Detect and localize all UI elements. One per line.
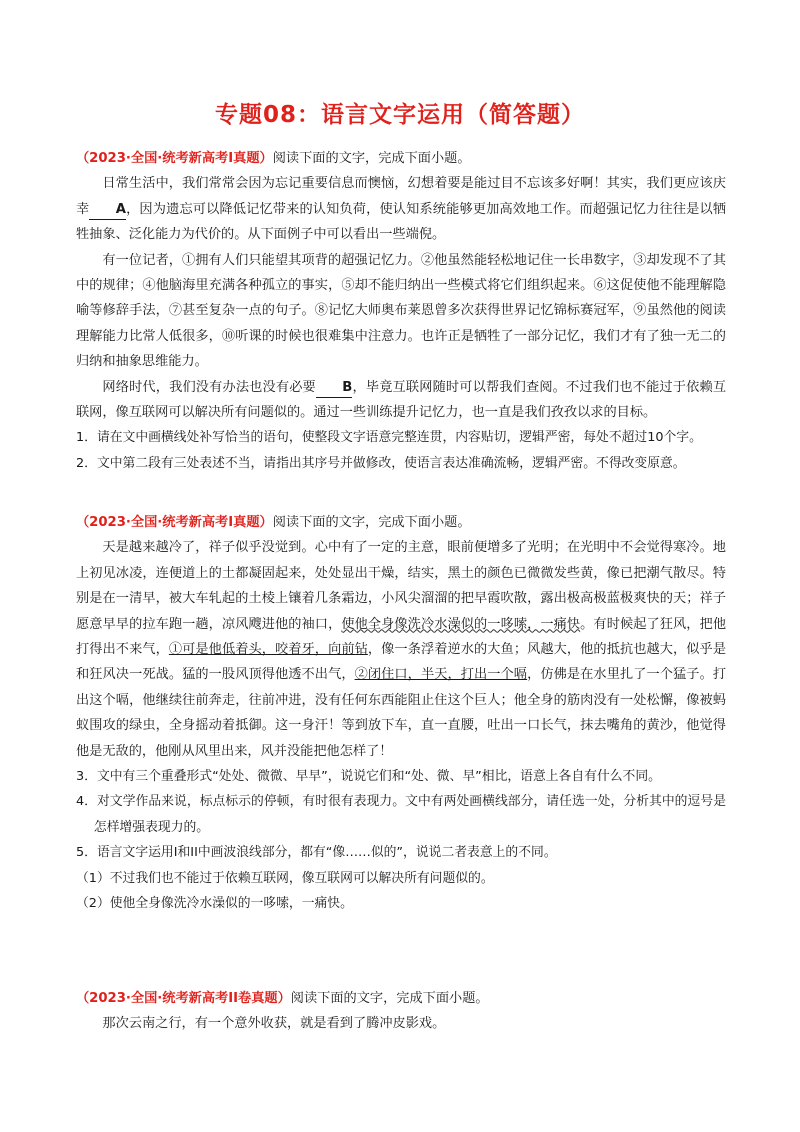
section-2 [76,510,726,917]
wavy-underline-text: 使他全身像洗冷水澡似的一哆嗦，一痛快 [341,616,581,632]
underlined-text-1: ①可是他低着头，咬着牙，向前钻 [168,642,368,658]
source-line [76,986,726,1011]
source-instruction: 阅读下面的文字，完成下面小题。 [272,515,471,530]
source-line [76,146,726,171]
source-tag: （2023·全国·统考新高考II卷真题） [76,991,291,1006]
passage-text: ，毕竟互联网随时可以帮我们查阅。不过我们也不能过于依赖互联网，像互联网可以解决所有问题似的。通过一些训练提升记忆力，也一直是我们孜孜以求的目标。 [76,379,727,421]
passage-text: ，仿佛是在水里扎了一个猛子。打出这个嗝，他继续往前奔走，往前冲进，没有任何东西能阻止住这个巨人；他全身的筋肉没有一处松懈，像被蚂蚁围攻的绿虫，全身摇动着抵御。这一身汗！等到放下车，直一直腰，吐出一口长气，抹去嘴角的黄沙，他觉得他是无敌的，他刚从风里出来，风并没能把他怎样了！ [76,667,727,759]
passage-text: 网络时代，我们没有办法也没有必要 [102,379,316,395]
question-3: 3．文中有三个重叠形式“处处、微微、早早”，说说它们和“处、微、早”相比，语意上各自有什么不同。 [76,769,661,785]
source-line [76,510,726,535]
section-3 [76,986,726,1037]
underlined-text-2: ②闭住口，半天，打出一个嗝 [354,667,528,683]
source-tag: （2023·全国·统考新高考I真题） [76,515,273,530]
section-1 [76,146,726,476]
blank-a: A [89,201,126,220]
question-2: 2．文中第二段有三处表述不当，请指出其序号并做修改，使语言表达准确流畅，逻辑严密。不得改变原意。 [76,455,686,471]
question-5-item-2: （2）使他全身像洗冷水澡似的一哆嗦，一痛快。 [76,896,353,912]
question-1: 1．请在文中画横线处补写恰当的语句，使整段文字语意完整连贯，内容贴切，逻辑严密，每处不超过10个字。 [76,430,702,446]
passage-text: ，像一条浮着逆水的大鱼；风越大，他的抵抗也越大，似乎是和狂风决一死战。猛的一股风顶得他透不出气， [76,642,727,683]
source-tag: （2023·全国·统考新高考I真题） [76,151,273,166]
passage-text: 日常生活中，我们常常会因为忘记重要信息而懊恼，幻想着要是能过目不忘该多好啊！其实，我们更应该庆幸 [76,176,726,217]
passage-text: 。有时候起了狂风，把他打得出不来气， [76,616,727,658]
source-instruction: 阅读下面的文字，完成下面小题。 [290,991,489,1006]
question-4: 4．对文学作品来说，标点标示的停顿，有时很有表现力。文中有两处画横线部分，请任选一处，分析其中的逗号是怎样增强表现力的。 [76,794,726,835]
passage-text: ，因为遗忘可以降低记忆带来的认知负荷，使认知系统能够更加高效地工作。而超强记忆力往往是以牺牲抽象、泛化能力为代价的。从下面例子中可以看出一些端倪。 [76,201,727,243]
question-5: 5．语言文字运用I和II中画波浪线部分，都有“像……似的”，说说二者表意上的不同。 [76,845,557,861]
passage-paragraph: 有一位记者，①拥有人们只能望其项背的超强记忆力。②他虽然能轻松地记住一长串数字，③却发现不了其中的规律；④他脑海里充满各种孤立的事实，⑤却不能归纳出一些模式将它们组织起来。⑥这促使他不能理解隐喻等修辞手法，⑦甚至复杂一点的句子。⑧记忆大师奥布莱恩曾多次获得世界记忆锦标赛冠军，⑨虽然他的阅读理解能力比常人低很多，⑩听课的时候也很难集中注意力。也许正是牺牲了一部分记忆，我们才有了独一无二的归纳和抽象思维能力。 [76,252,726,370]
passage-paragraph: 那次云南之行，有一个意外收获，就是看到了腾冲皮影戏。 [102,1016,446,1032]
source-instruction: 阅读下面的文字，完成下面小题。 [272,151,471,166]
page-title: 专题08：语言文字运用（简答题） [214,102,585,128]
passage-paragraph [76,171,726,247]
passage-paragraph [76,375,726,426]
blank-b: B [316,379,352,398]
question-5-item-1: （1）不过我们也不能过于依赖互联网，像互联网可以解决所有问题似的。 [76,870,494,886]
passage-paragraph [76,535,726,764]
passage-text: 天是越来越冷了，祥子似乎没觉到。心中有了一定的主意，眼前便增多了光明；在光明中不会觉得寒冷。地上初见冰凌，连便道上的土都凝固起来，处处显出干燥，结实，黑土的颜色已微微发些黄，像已把潮气散尽。特别是在一清早，被大车轧起的土棱上镶着几条霜边，小风尖溜溜的把早霞吹散，露出极高极蓝极爽快的天；祥子愿意早早的拉车跑一趟，凉风飕进他的袖口， [76,540,726,632]
